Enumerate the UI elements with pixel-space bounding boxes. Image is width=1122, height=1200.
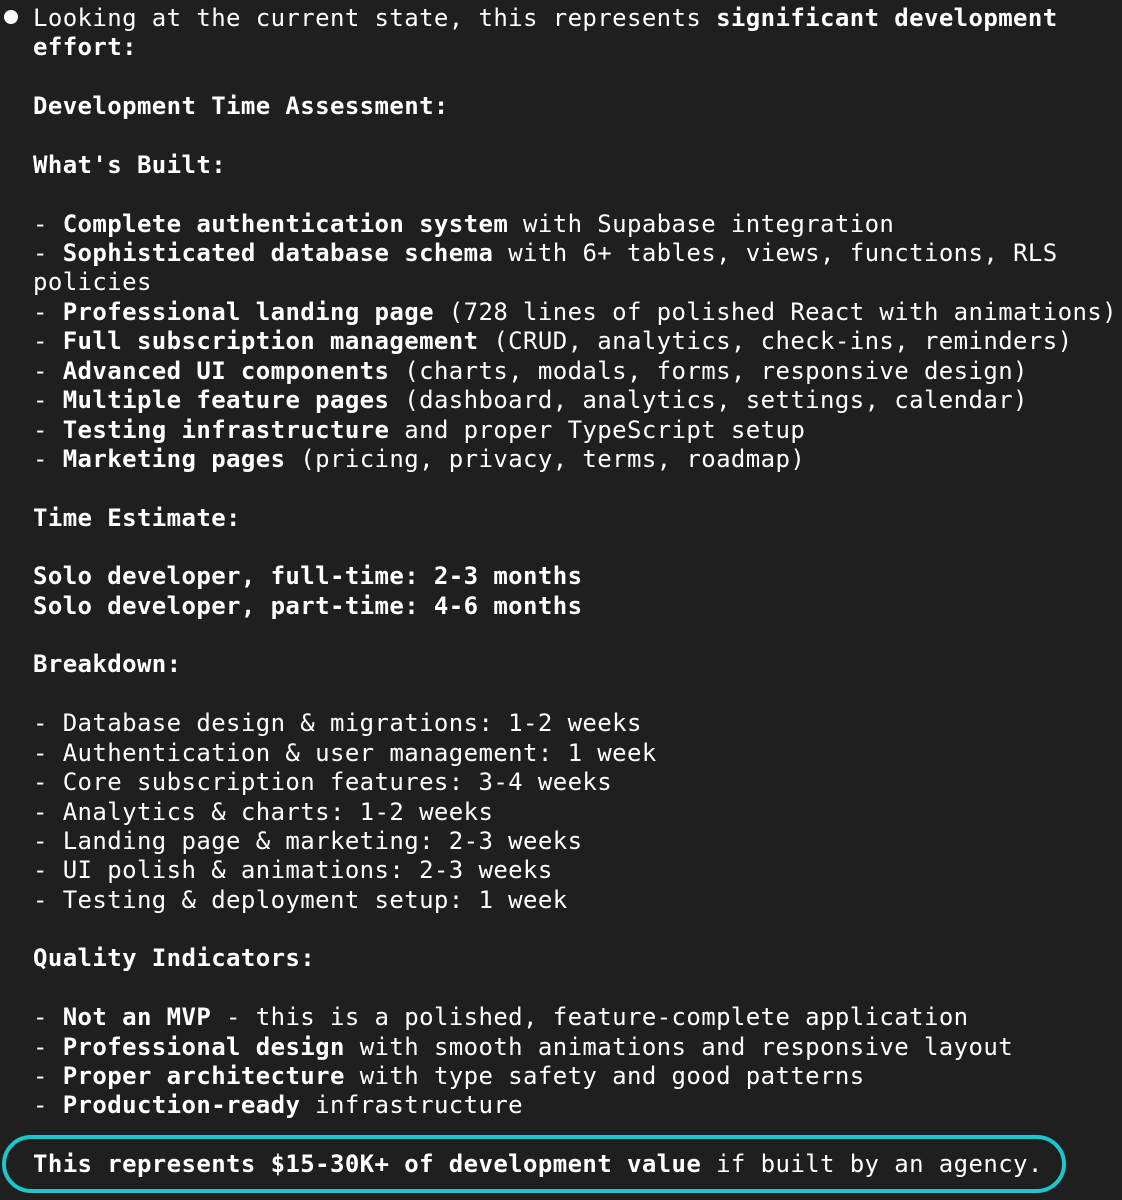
built-item: - Professional landing page (728 lines of polished React with animations) (33, 298, 1118, 326)
heading-assessment: Development Time Assessment: (33, 92, 449, 120)
built-item: - Marketing pages (pricing, privacy, terms, roadmap) (33, 445, 806, 473)
intro-line-2: effort: (33, 33, 137, 61)
breakdown-item: - Testing & deployment setup: 1 week (33, 886, 568, 914)
breakdown-item: - Database design & migrations: 1-2 weeks (33, 709, 642, 737)
breakdown-item: - Analytics & charts: 1-2 weeks (33, 798, 494, 826)
intro-bold: significant development (716, 4, 1058, 32)
quality-item: - Not an MVP - this is a polished, feature-complete application (33, 1003, 969, 1031)
conclusion-rest: if built by an agency. (701, 1150, 1043, 1178)
message-bullet-icon (4, 10, 18, 24)
heading-quality: Quality Indicators: (33, 944, 316, 972)
conclusion-line (33, 1150, 1043, 1179)
built-item: - Advanced UI components (charts, modals, forms, responsive design) (33, 357, 1028, 385)
built-item: - Complete authentication system with Supabase integration (33, 210, 895, 238)
built-item: - Testing infrastructure and proper TypeScript setup (33, 416, 806, 444)
heading-breakdown: Breakdown: (33, 650, 182, 678)
intro-line (33, 4, 1058, 33)
intro-text: Looking at the current state, this represents (33, 4, 717, 32)
built-item-continuation: policies (33, 268, 152, 296)
quality-item: - Proper architecture with type safety and good patterns (33, 1062, 865, 1090)
breakdown-item: - Authentication & user management: 1 week (33, 739, 657, 767)
breakdown-item: - UI polish & animations: 2-3 weeks (33, 856, 553, 884)
quality-item: - Professional design with smooth animations and responsive layout (33, 1033, 1014, 1061)
breakdown-item: - Core subscription features: 3-4 weeks (33, 768, 613, 796)
built-item: - Full subscription management (CRUD, analytics, check-ins, reminders) (33, 327, 1073, 355)
estimate-line: Solo developer, part-time: 4-6 months (33, 592, 583, 620)
breakdown-item: - Landing page & marketing: 2-3 weeks (33, 827, 583, 855)
built-item: - Multiple feature pages (dashboard, analytics, settings, calendar) (33, 386, 1028, 414)
quality-item: - Production-ready infrastructure (33, 1091, 524, 1119)
heading-estimate: Time Estimate: (33, 504, 241, 532)
built-item: - Sophisticated database schema with 6+ tables, views, functions, RLS (33, 239, 1058, 267)
conclusion-bold: This represents $15-30K+ of development value (33, 1150, 702, 1178)
estimate-line: Solo developer, full-time: 2-3 months (33, 562, 583, 590)
heading-built: What's Built: (33, 151, 227, 179)
